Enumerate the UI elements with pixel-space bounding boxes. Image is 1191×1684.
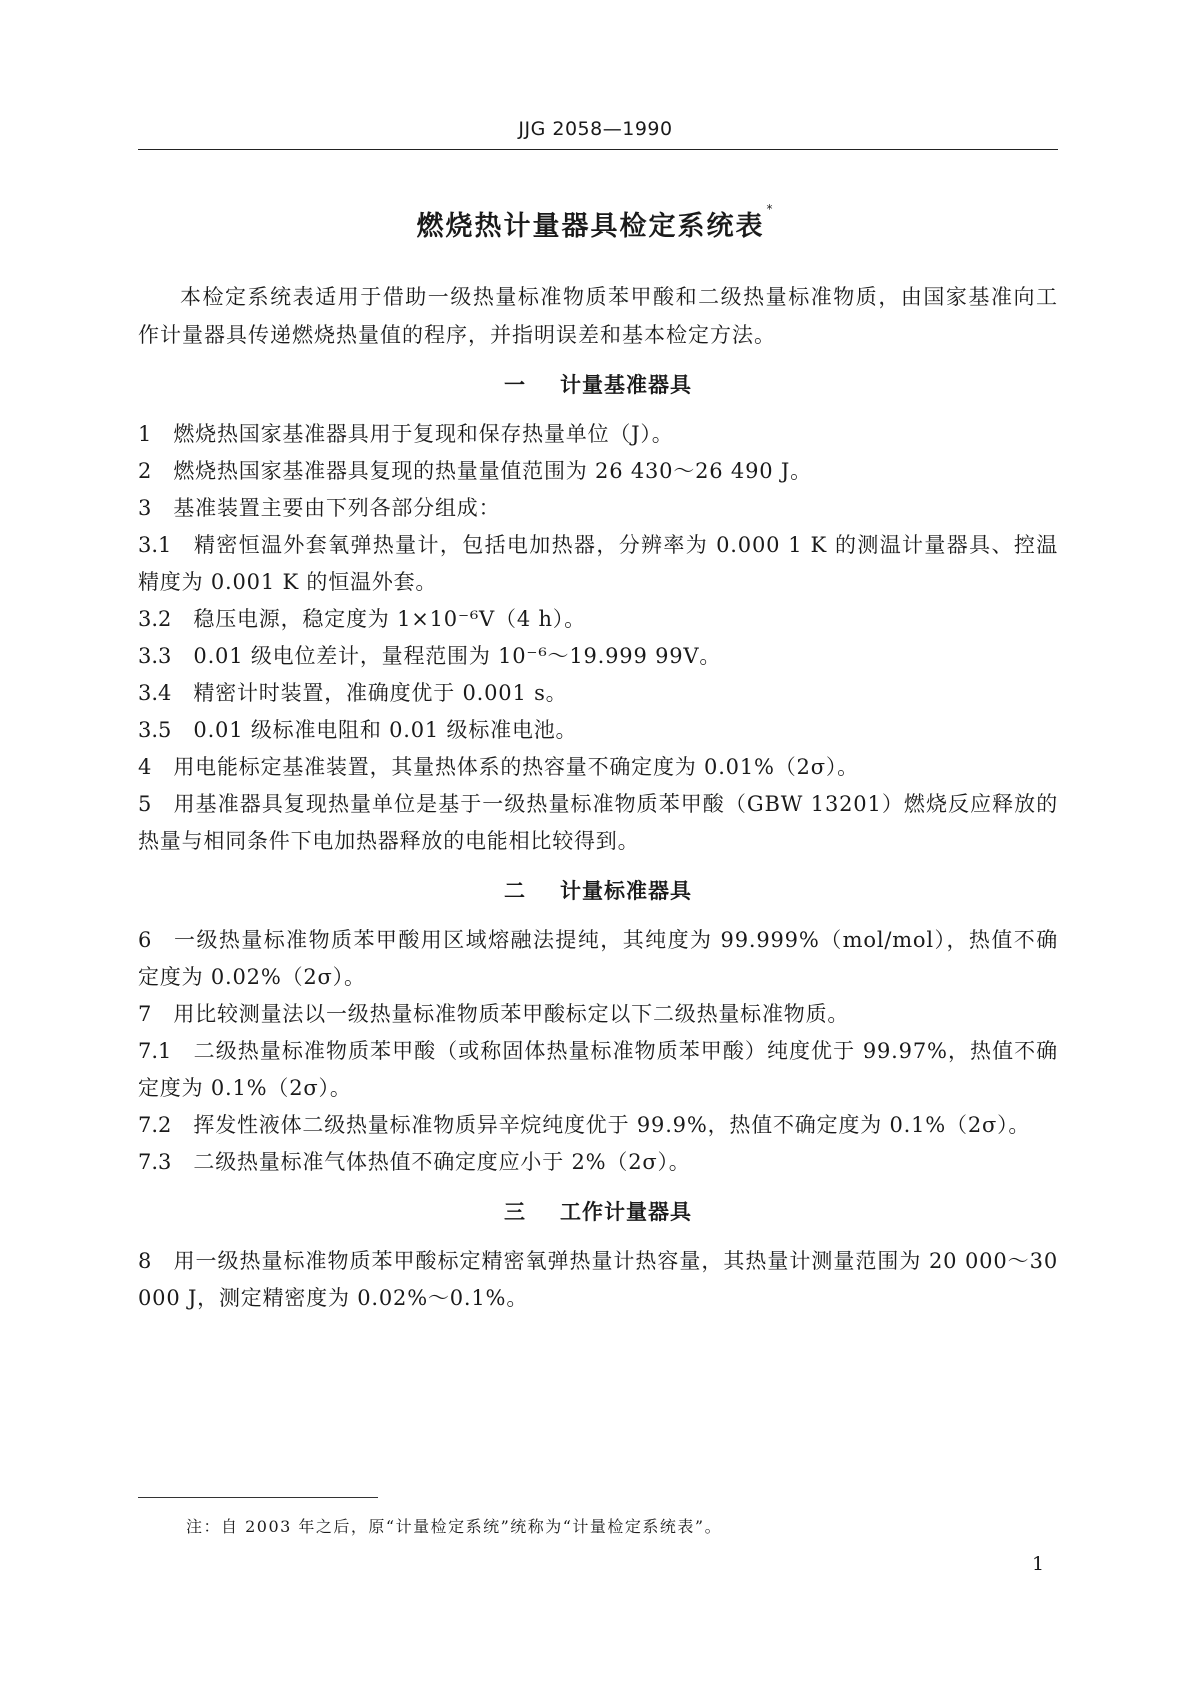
section2-list: [138, 922, 1058, 1181]
section-number: 二: [504, 879, 526, 903]
clause-text: 0.01 级电位差计，量程范围为 10⁻⁶～19.999 99V。: [193, 644, 722, 668]
clause-item: [138, 712, 1058, 749]
clause-item: [138, 749, 1058, 786]
clause-item: [138, 453, 1058, 490]
section3-list: [138, 1243, 1058, 1317]
clause-number: 1: [138, 422, 152, 446]
clause-number: 3.4: [138, 681, 172, 705]
clause-item: [138, 527, 1058, 601]
clause-item: [138, 416, 1058, 453]
section-number: 一: [504, 373, 526, 397]
document-code-header: JJG 2058—1990: [518, 118, 673, 140]
clause-text: 燃烧热国家基准器具复现的热量量值范围为 26 430～26 490 J。: [173, 459, 812, 483]
clause-item: [138, 1243, 1058, 1317]
section-title: 计量基准器具: [560, 373, 692, 397]
clause-item: [138, 601, 1058, 638]
clause-text: 精密恒温外套氧弹热量计，包括电加热器，分辨率为 0.000 1 K 的测温计量器具、控温精度为 0.001 K 的恒温外套。: [138, 533, 1058, 594]
clause-text: 用比较测量法以一级热量标准物质苯甲酸标定以下二级热量标准物质。: [173, 1002, 850, 1026]
section-title: 工作计量器具: [560, 1200, 692, 1224]
clause-number: 3: [138, 496, 152, 520]
section-number: 三: [504, 1200, 526, 1224]
page-title: [0, 204, 1191, 243]
clause-number: 2: [138, 459, 152, 483]
page-title-text: 燃烧热计量器具检定系统表: [416, 211, 765, 242]
clause-text: 基准装置主要由下列各部分组成：: [173, 496, 501, 520]
clause-number: 7.2: [138, 1113, 172, 1137]
clause-number: 4: [138, 755, 152, 779]
clause-text: 0.01 级标准电阻和 0.01 级标准电池。: [193, 718, 578, 742]
clause-number: 5: [138, 792, 152, 816]
title-footnote-marker: *: [766, 202, 775, 216]
clause-item: [138, 675, 1058, 712]
clause-item: [138, 1033, 1058, 1107]
clause-item: [138, 996, 1058, 1033]
clause-number: 8: [138, 1249, 152, 1273]
clause-text: 二级热量标准物质苯甲酸（或称固体热量标准物质苯甲酸）纯度优于 99.97%，热值不确定度为 0.1%（2σ）。: [138, 1039, 1058, 1100]
document-body: [138, 278, 1058, 1317]
clause-text: 挥发性液体二级热量标准物质异辛烷纯度优于 99.9%，热值不确定度为 0.1%（2σ）。: [193, 1113, 1031, 1137]
intro-paragraph: 本检定系统表适用于借助一级热量标准物质苯甲酸和二级热量标准物质，由国家基准向工作计量器具传递燃烧热量值的程序，并指明误差和基本检定方法。: [138, 285, 1058, 347]
footnote: 注：自 2003 年之后，原“计量检定系统”统称为“计量检定系统表”。: [186, 1517, 723, 1536]
clause-item: [138, 490, 1058, 527]
clause-item: [138, 1144, 1058, 1181]
clause-number: 3.2: [138, 607, 172, 631]
clause-number: 3.1: [138, 533, 172, 557]
clause-item: [138, 1107, 1058, 1144]
section-title: 计量标准器具: [560, 879, 692, 903]
clause-text: 用电能标定基准装置，其量热体系的热容量不确定度为 0.01%（2σ）。: [173, 755, 859, 779]
clause-number: 3.5: [138, 718, 172, 742]
section-heading-3: [138, 1193, 1058, 1231]
clause-text: 二级热量标准气体热值不确定度应小于 2%（2σ）。: [193, 1150, 691, 1174]
header-rule: [138, 149, 1058, 150]
clause-number: 6: [138, 928, 152, 952]
footnote-rule: [138, 1497, 378, 1498]
clause-text: 用一级热量标准物质苯甲酸标定精密氧弹热量计热容量，其热量计测量范围为 20 000～30 000 J，测定精密度为 0.02%～0.1%。: [138, 1249, 1058, 1310]
section-heading-1: [138, 366, 1058, 404]
clause-number: 7.3: [138, 1150, 172, 1174]
clause-item: [138, 786, 1058, 860]
clause-text: 燃烧热国家基准器具用于复现和保存热量单位（J）。: [173, 422, 674, 446]
page-number: 1: [1032, 1553, 1045, 1575]
clause-text: 精密计时装置，准确度优于 0.001 s。: [193, 681, 568, 705]
section1-list: [138, 416, 1058, 860]
clause-text: 一级热量标准物质苯甲酸用区域熔融法提纯，其纯度为 99.999%（mol/mol），热值不确定度为 0.02%（2σ）。: [138, 928, 1058, 989]
clause-number: 7.1: [138, 1039, 172, 1063]
clause-number: 7: [138, 1002, 152, 1026]
clause-number: 3.3: [138, 644, 172, 668]
section-heading-2: [138, 872, 1058, 910]
clause-text: 用基准器具复现热量单位是基于一级热量标准物质苯甲酸（GBW 13201）燃烧反应释放的热量与相同条件下电加热器释放的电能相比较得到。: [138, 792, 1058, 853]
clause-item: [138, 922, 1058, 996]
clause-text: 稳压电源，稳定度为 1×10⁻⁶V（4 h）。: [193, 607, 586, 631]
clause-item: [138, 638, 1058, 675]
